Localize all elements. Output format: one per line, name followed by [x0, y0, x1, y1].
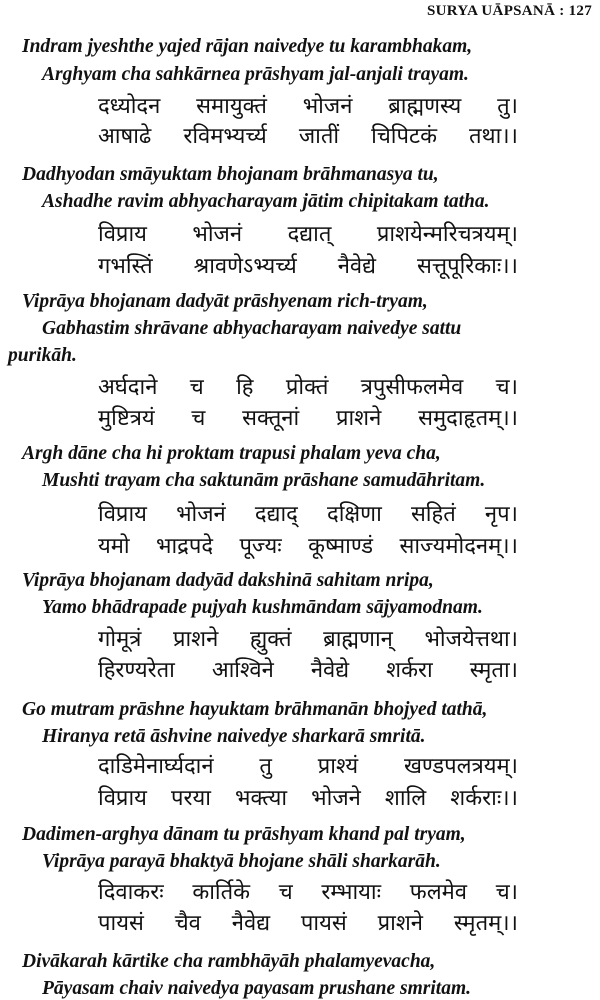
sanskrit-word: समुदाहृतम्।। — [418, 406, 518, 431]
sanskrit-verse-line — [98, 94, 518, 120]
sanskrit-word: भाद्रपदे — [156, 534, 214, 559]
transliteration-line: Mushti trayam cha saktunām prāshane samudāhritam. — [42, 470, 486, 491]
sanskrit-word: नैवेद्ये — [337, 254, 377, 279]
sanskrit-word: हि — [236, 375, 254, 400]
sanskrit-word: ब्राह्मणस्य — [388, 94, 462, 119]
sanskrit-word: समायुक्तं — [196, 94, 267, 119]
transliteration-line: Go mutram prāshne hayuktam brāhmanān bhojyed tathā, — [22, 699, 488, 720]
transliteration-line: Yamo bhādrapade pujyah kushmāndam sājyamodnam. — [42, 597, 483, 618]
sanskrit-word: भोजनं — [302, 94, 353, 119]
sanskrit-verse-line — [98, 502, 518, 528]
sanskrit-word: भोजनं — [192, 222, 243, 247]
sanskrit-word: ब्राह्मणान् — [323, 627, 393, 652]
sanskrit-word: रम्भायाः — [321, 880, 382, 905]
sanskrit-word: चिपिटकं — [371, 124, 437, 149]
sanskrit-word: गभस्तिं — [98, 254, 153, 279]
sanskrit-word: पूज्यः — [239, 534, 282, 559]
sanskrit-word: भोजने — [311, 786, 361, 811]
sanskrit-word: सक्तूनां — [242, 406, 300, 431]
sanskrit-word: नृप। — [484, 502, 518, 527]
sanskrit-word: सत्तूपूरिकाः।। — [417, 254, 518, 279]
sanskrit-word: दद्यात् — [287, 222, 332, 247]
transliteration-line: Viprāya parayā bhaktyā bhojane shāli sharkarāh. — [42, 851, 441, 872]
running-header: SURYA UĀPSANĀ : 127 — [426, 3, 592, 19]
transliteration-line: Argh dāne cha hi proktam trapusi phalam yeva cha, — [22, 443, 441, 464]
sanskrit-word: नैवेद्ये — [310, 658, 350, 683]
sanskrit-verse-line — [98, 754, 518, 780]
sanskrit-word: मुष्टित्रयं — [98, 406, 155, 431]
sanskrit-word: तु। — [497, 94, 518, 119]
transliteration-line: Indram jyeshthe yajed rājan naivedye tu karambhakam, — [22, 36, 473, 57]
sanskrit-word: ह्युक्तं — [249, 627, 292, 652]
sanskrit-word: त्रपुसीफलमेव — [360, 375, 464, 400]
sanskrit-word: च — [189, 375, 204, 400]
sanskrit-word: रविमभ्यर्च्य — [183, 124, 267, 149]
transliteration-line: Gabhastim shrāvane abhyacharayam naivedye sattu — [42, 318, 462, 339]
sanskrit-verse-line — [98, 375, 518, 401]
sanskrit-word: प्रोक्तं — [285, 375, 329, 400]
sanskrit-word: कूष्माण्डं — [308, 534, 374, 559]
sanskrit-word: च — [191, 406, 206, 431]
sanskrit-word: स्मृतम्।। — [453, 911, 518, 936]
transliteration-line: Pāyasam chaiv naivedya payasam prushane smritam. — [42, 978, 471, 999]
sanskrit-word: गोमूत्रं — [98, 627, 142, 652]
sanskrit-word: चैव — [174, 911, 201, 936]
sanskrit-word: प्राशने — [172, 627, 219, 652]
sanskrit-word: भोजनं — [176, 502, 226, 527]
sanskrit-verse-line — [98, 254, 518, 280]
transliteration-line: Hiranya retā āshvine naivedye sharkarā smritā. — [42, 726, 426, 747]
sanskrit-word: परया — [170, 786, 211, 811]
sanskrit-word: श्रावणेऽभ्यर्च्य — [193, 254, 297, 279]
sanskrit-word: खण्डपलत्रयम्। — [403, 754, 518, 779]
sanskrit-word: तु — [259, 754, 272, 779]
sanskrit-verse-line — [98, 627, 518, 653]
sanskrit-word: शर्करा — [386, 658, 433, 683]
transliteration-line: Arghyam cha sahkārnea prāshyam jal-anjali trayam. — [42, 64, 469, 85]
sanskrit-word: यमो — [98, 534, 130, 559]
sanskrit-word: सहितं — [410, 502, 456, 527]
sanskrit-word: फलमेव — [409, 880, 468, 905]
transliteration-line: Ashadhe ravim abhyacharayam jātim chipitakam tatha. — [42, 191, 490, 212]
sanskrit-word: दाडिमेनार्घ्यदानं — [98, 754, 214, 779]
sanskrit-word: पायसं — [300, 911, 347, 936]
sanskrit-verse-line — [98, 406, 518, 432]
sanskrit-verse-line — [98, 786, 518, 812]
sanskrit-word: आषाढे — [98, 124, 152, 149]
sanskrit-word: अर्घदाने — [98, 375, 158, 400]
transliteration-line: Dadimen-arghya dānam tu prāshyam khand pal tryam, — [22, 824, 466, 845]
transliteration-line: Viprāya bhojanam dadyāt prāshyenam rich-tryam, — [22, 291, 428, 312]
sanskrit-verse-line — [98, 222, 518, 248]
sanskrit-word: प्राशयेन्मरिचत्रयम्। — [376, 222, 518, 247]
sanskrit-word: प्राशने — [377, 911, 423, 936]
sanskrit-word: भोजयेत्तथा। — [424, 627, 518, 652]
sanskrit-word: विप्राय — [98, 786, 147, 811]
transliteration-line: Divākarah kārtike cha rambhāyāh phalamyevacha, — [22, 951, 436, 972]
sanskrit-word: विप्राय — [98, 502, 147, 527]
transliteration-line: purikāh. — [8, 345, 77, 366]
sanskrit-verse-line — [98, 534, 518, 560]
sanskrit-word: दिवाकरः — [98, 880, 164, 905]
sanskrit-word: प्राशने — [335, 406, 382, 431]
sanskrit-word: दद्याद् — [254, 502, 298, 527]
sanskrit-word: स्मृता। — [469, 658, 518, 683]
sanskrit-word: शालि — [384, 786, 427, 811]
sanskrit-word: च। — [495, 880, 518, 905]
sanskrit-word: जातीं — [298, 124, 340, 149]
sanskrit-word: विप्राय — [98, 222, 147, 247]
sanskrit-verse-line — [98, 658, 518, 684]
sanskrit-word: प्राश्यं — [317, 754, 359, 779]
sanskrit-verse-line — [98, 124, 518, 150]
sanskrit-word: च। — [495, 375, 518, 400]
sanskrit-verse-line — [98, 880, 518, 906]
sanskrit-word: आश्विने — [211, 658, 274, 683]
sanskrit-word: हिरण्यरेता — [98, 658, 175, 683]
sanskrit-word: दक्षिणा — [327, 502, 382, 527]
sanskrit-word: च — [278, 880, 293, 905]
sanskrit-word: नैवेद्य — [231, 911, 271, 936]
sanskrit-word: कार्तिके — [192, 880, 251, 905]
sanskrit-word: भक्त्या — [234, 786, 288, 811]
sanskrit-verse-line — [98, 911, 518, 937]
transliteration-line: Dadhyodan smāyuktam bhojanam brāhmanasya tu, — [22, 164, 439, 185]
sanskrit-word: तथा।। — [469, 124, 518, 149]
sanskrit-word: पायसं — [98, 911, 144, 936]
sanskrit-word: दध्योदन — [98, 94, 161, 119]
sanskrit-word: शर्कराः।। — [450, 786, 518, 811]
transliteration-line: Viprāya bhojanam dadyād dakshinā sahitam nripa, — [22, 570, 434, 591]
sanskrit-word: साज्यमोदनम्।। — [399, 534, 518, 559]
